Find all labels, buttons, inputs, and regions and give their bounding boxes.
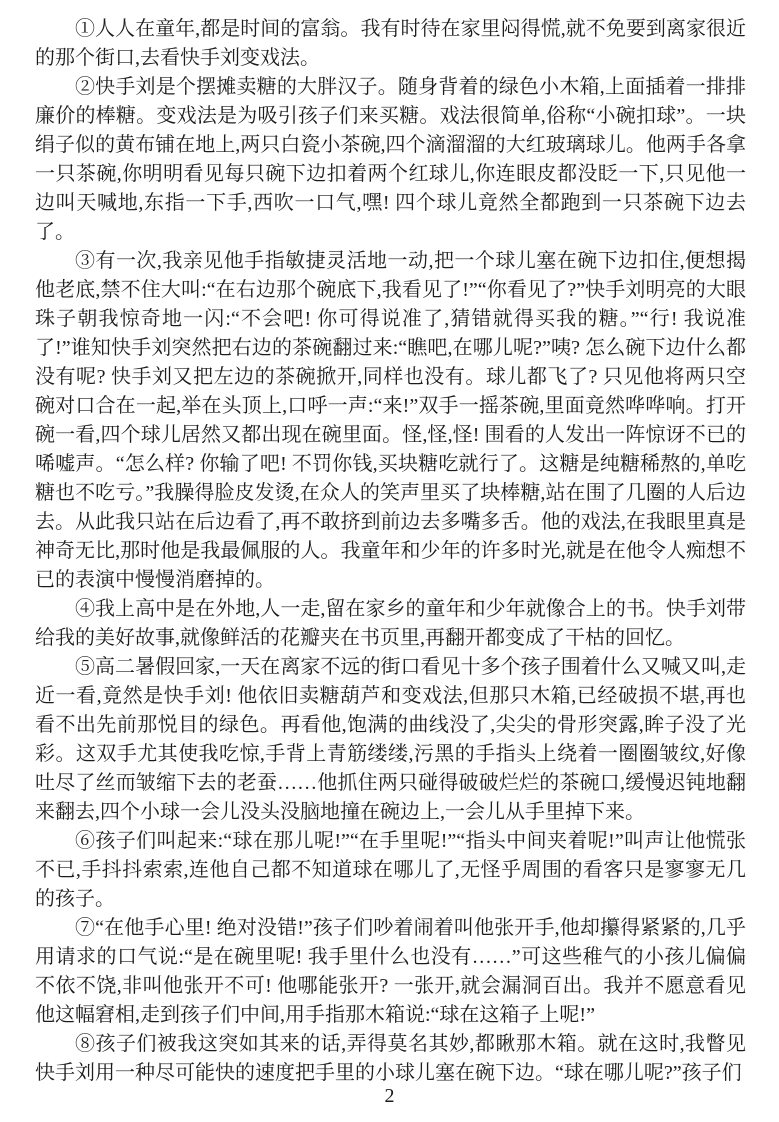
reading-passage <box>35 15 746 1088</box>
paragraph-2: ②快手刘是个摆摊卖糖的大胖汉子。随身背着的绿色小木箱,上面插着一排排廉价的棒糖。变戏法是为吸引孩子们来买糖。戏法很简单,俗称“小碗扣球”。一块绢子似的黄布铺在地上,两只白瓷小茶碗,四个滴溜溜的大红玻璃球儿。他两手各拿一只茶碗,你明明看见每只碗下边扣着两个红球儿,你连眼皮都没眨一下,只见他一边叫天喊地,东指一下手,西吹一口气,嘿! 四个球儿竟然全都跑到一只茶碗下边去了。 <box>35 76 746 243</box>
paragraph-7: ⑦“在他手心里! 绝对没错!”孩子们吵着闹着叫他张开手,他却攥得紧紧的,几乎用请求的口气说:“是在碗里呢! 我手里什么也没有……”可这些稚气的小孩儿偏偏不依不饶,非叫他张开不可! 他哪能张开? 一张开,就会漏洞百出。我并不愿意看见他这幅窘相,走到孩子们中间,用手指那木箱说:“球在这箱子上呢!” <box>35 917 746 1026</box>
paragraph-1: ①人人在童年,都是时间的富翁。我有时待在家里闷得慌,就不免要到离家很近的那个街口,去看快手刘变戏法。 <box>35 18 746 69</box>
paragraph-3: ③有一次,我亲见他手指敏捷灵活地一动,把一个球儿塞在碗下边扣住,便想揭他老底,禁不住大叫:“在右边那个碗底下,我看见了!”“你看见了?”快手刘明亮的大眼珠子朝我惊奇地一闪:“不会吧! 你可得说准了,猜错就得买我的糖。”“行! 我说准了!”谁知快手刘突然把右边的茶碗翻过来:“瞧吧,在哪儿呢?”咦? 怎么碗下边什么都没有呢? 快手刘又把左边的茶碗掀开,同样也没有。球儿都飞了? 只见他将两只空碗对口合在一起,举在头顶上,口呼一声:“来!”双手一摇茶碗,里面竟然哗哗响。打开碗一看,四个球儿居然又都出现在碗里面。怪,怪,怪! 围看的人发出一阵惊讶不已的唏嘘声。“怎么样? 你输了吧! 不罚你钱,买块糖吃就行了。这糖是纯糖稀熬的,单吃糖也不吃亏。”我臊得脸皮发烫,在众人的笑声里买了块棒糖,站在围了几圈的人后边去。从此我只站在后边看了,再不敢挤到前边去多嘴多舌。他的戏法,在我眼里真是神奇无比,那时他是我最佩服的人。我童年和少年的许多时光,就是在他令人痴想不已的表演中慢慢消磨掉的。 <box>35 250 746 591</box>
paragraph-8: ⑧孩子们被我这突如其来的话,弄得莫名其妙,都瞅那木箱。就在这时,我瞥见快手刘用一种尽可能快的速度把手里的小球儿塞在碗下边。“球在哪儿呢?”孩子们 <box>35 1033 746 1084</box>
paragraph-6: ⑥孩子们叫起来:“球在那儿呢!”“在手里呢!”“指头中间夹着呢!”叫声让他慌张不已,手抖抖索索,连他自己都不知道球在哪儿了,无怪乎周围的看客只是寥寥无几的孩子。 <box>35 830 746 910</box>
paragraph-4: ④我上高中是在外地,人一走,留在家乡的童年和少年就像合上的书。快手刘带给我的美好故事,就像鲜活的花瓣夹在书页里,再翻开都变成了干枯的回忆。 <box>35 598 746 649</box>
paragraph-5: ⑤高二暑假回家,一天在离家不远的街口看见十多个孩子围着什么又喊又叫,走近一看,竟然是快手刘! 他依旧卖糖葫芦和变戏法,但那只木箱,已经破损不堪,再也看不出先前那悦目的绿色。再看他,饱满的曲线没了,尖尖的骨形突露,眸子没了光彩。这双手尤其使我吃惊,手背上青筋缕缕,污黑的手指头上绕着一圈圈皱纹,好像吐尽了丝而皱缩下去的老蚕……他抓住两只碰得破破烂烂的茶碗口,缓慢迟钝地翻来翻去,四个小球一会儿没头没脑地撞在碗边上,一会儿从手里掉下来。 <box>35 656 746 823</box>
page-number: 2 <box>384 1085 395 1107</box>
